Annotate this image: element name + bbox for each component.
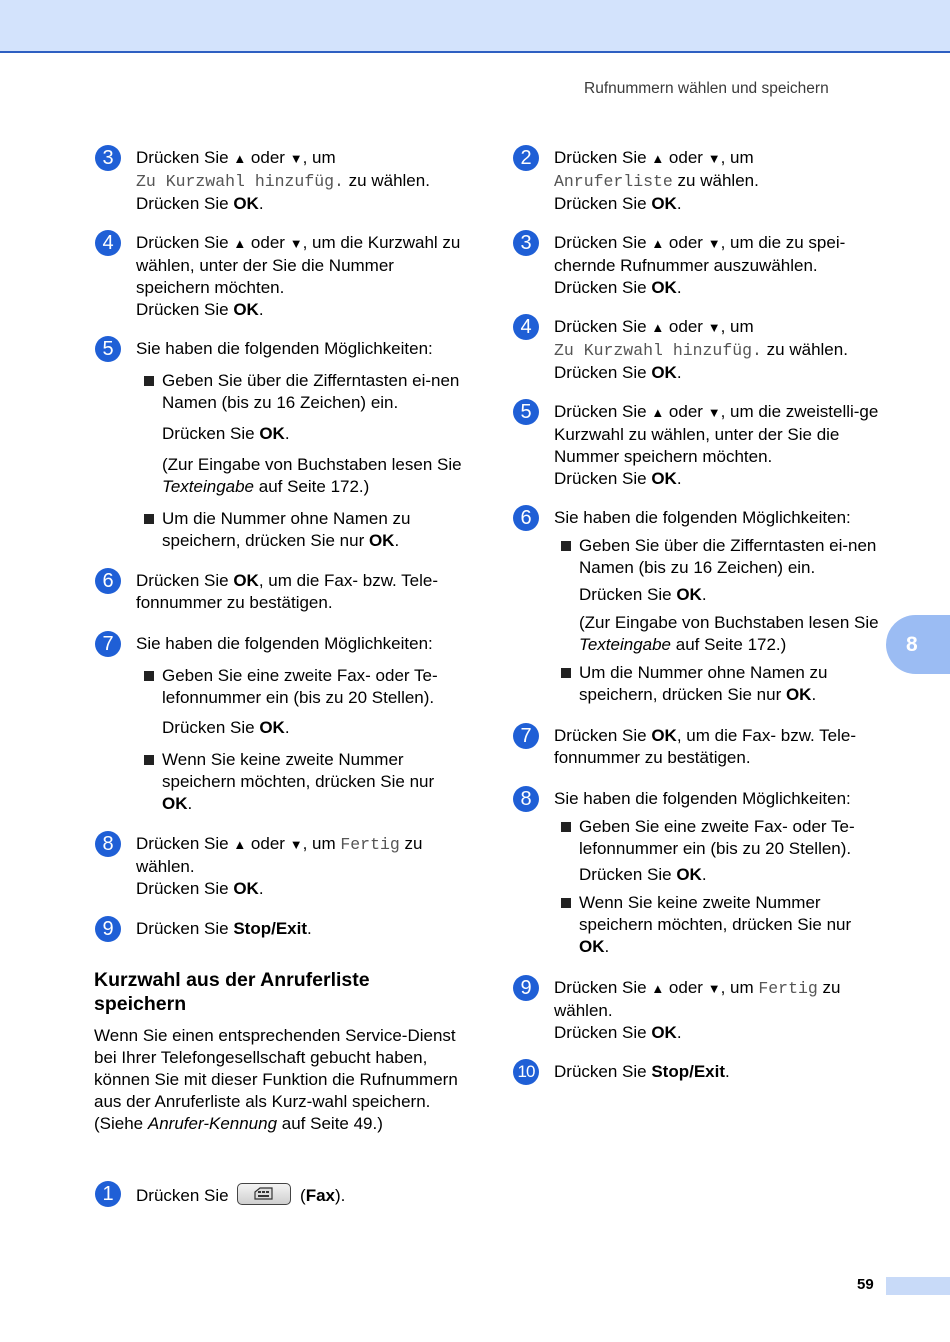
step-text: Drücken Sie OK, um die Fax- bzw. Tele-fonnummer zu bestätigen. bbox=[136, 571, 439, 612]
page-number: 59 bbox=[857, 1276, 874, 1293]
step-number: 4 bbox=[513, 314, 539, 340]
step-number: 9 bbox=[95, 916, 121, 942]
step-text: Sie haben die folgenden Möglichkeiten: bbox=[136, 339, 433, 358]
step-number: 4 bbox=[95, 230, 121, 256]
step-number: 8 bbox=[513, 786, 539, 812]
step-text: Drücken Sie ▲ oder ▼, um die zweistelli-ge Kurzwahl zu wählen, unter der Sie die Nummer speichern möchten. Drücken Sie OK. bbox=[554, 402, 879, 488]
step-text: Drücken Sie OK, um die Fax- bzw. Tele-fonnummer zu bestätigen. bbox=[554, 726, 857, 767]
lcd-text: Zu Kurzwahl hinzufüg. bbox=[136, 172, 344, 191]
bullet-square-icon bbox=[144, 376, 154, 386]
step-text: Sie haben die folgenden Möglichkeiten: bbox=[554, 789, 851, 808]
up-arrow-icon: ▲ bbox=[233, 837, 247, 852]
step-text: Drücken Sie ▲ oder ▼, um Anruferliste zu wählen. Drücken Sie OK. bbox=[554, 148, 759, 213]
bullet-item: Geben Sie über die Zifferntasten ei-nen Namen (bis zu 16 Zeichen) ein. bbox=[579, 535, 879, 579]
running-title: Rufnummern wählen und speichern bbox=[584, 80, 829, 97]
bullet-square-icon bbox=[561, 822, 571, 832]
bullet-note: (Zur Eingabe von Buchstaben lesen Sie Texteingabe auf Seite 172.) bbox=[162, 455, 462, 496]
footer-band bbox=[886, 1277, 950, 1295]
bullet-item: Geben Sie eine zweite Fax- oder Te-lefonnummer ein (bis zu 20 Stellen). bbox=[162, 665, 462, 709]
up-arrow-icon: ▲ bbox=[651, 981, 665, 996]
header-band bbox=[0, 0, 950, 53]
step-number: 10 bbox=[513, 1059, 539, 1085]
up-arrow-icon: ▲ bbox=[233, 151, 247, 166]
lcd-text: Fertig bbox=[758, 979, 818, 998]
step-number: 2 bbox=[513, 145, 539, 171]
section-paragraph: Wenn Sie einen entsprechenden Service-Dienst bei Ihrer Telefongesellschaft gebucht haben, können Sie mit dieser Funktion die Rufnummern aus der Anruferliste als Kurz-wahl speichern. (Siehe Anrufer-Kennung auf Seite 49.) bbox=[94, 1026, 458, 1133]
step-number: 5 bbox=[513, 399, 539, 425]
chapter-tab: 8 bbox=[886, 615, 950, 674]
step-number: 9 bbox=[513, 975, 539, 1001]
step-text: Drücken Sie ▲ oder ▼, um Zu Kurzwahl hinzufüg. zu wählen. Drücken Sie OK. bbox=[136, 148, 430, 213]
step-number: 3 bbox=[513, 230, 539, 256]
bullet-subtext: Drücken Sie OK. bbox=[579, 865, 707, 884]
bullet-square-icon bbox=[561, 668, 571, 678]
up-arrow-icon: ▲ bbox=[651, 236, 665, 251]
up-arrow-icon: ▲ bbox=[651, 151, 665, 166]
bullet-item: Wenn Sie keine zweite Nummer speichern möchten, drücken Sie nur OK. bbox=[579, 892, 879, 958]
step-number: 1 bbox=[95, 1181, 121, 1207]
down-arrow-icon: ▼ bbox=[289, 236, 303, 251]
step-number: 5 bbox=[95, 336, 121, 362]
step-number: 7 bbox=[513, 723, 539, 749]
section-heading: Kurzwahl aus der Anruferliste speichern bbox=[94, 969, 370, 1015]
bullet-square-icon bbox=[144, 755, 154, 765]
bullet-item: Wenn Sie keine zweite Nummer speichern möchten, drücken Sie nur OK. bbox=[162, 749, 462, 815]
bullet-subtext: Drücken Sie OK. bbox=[162, 424, 290, 443]
step-text: Drücken Sie ▲ oder ▼, um die Kurzwahl zu wählen, unter der Sie die Nummer speichern möchten. Drücken Sie OK. bbox=[136, 233, 461, 319]
down-arrow-icon: ▼ bbox=[707, 151, 721, 166]
bullet-square-icon bbox=[144, 514, 154, 524]
step-number: 6 bbox=[513, 505, 539, 531]
bullet-item: Geben Sie eine zweite Fax- oder Te-lefonnummer ein (bis zu 20 Stellen). bbox=[579, 816, 879, 860]
step-text: Drücken Sie Stop/Exit. bbox=[554, 1062, 730, 1081]
lcd-text: Fertig bbox=[340, 835, 400, 854]
step-text: Sie haben die folgenden Möglichkeiten: bbox=[554, 508, 851, 527]
step-text: Drücken Sie ▲ oder ▼, um die zu spei-chernde Rufnummer auszuwählen. Drücken Sie OK. bbox=[554, 233, 846, 297]
down-arrow-icon: ▼ bbox=[707, 981, 721, 996]
up-arrow-icon: ▲ bbox=[233, 236, 247, 251]
step-text: Drücken Sie ▲ oder ▼, um Fertig zu wählen. Drücken Sie OK. bbox=[554, 978, 841, 1042]
fax-icon bbox=[237, 1183, 291, 1205]
bullet-note: (Zur Eingabe von Buchstaben lesen Sie Texteingabe auf Seite 172.) bbox=[579, 613, 879, 654]
bullet-subtext: Drücken Sie OK. bbox=[579, 585, 707, 604]
lcd-text: Anruferliste bbox=[554, 172, 673, 191]
step-text: Drücken Sie (Fax). bbox=[136, 1183, 466, 1207]
bullet-subtext: Drücken Sie OK. bbox=[162, 718, 290, 737]
step-number: 7 bbox=[95, 631, 121, 657]
step-text: Drücken Sie ▲ oder ▼, um Zu Kurzwahl hinzufüg. zu wählen. Drücken Sie OK. bbox=[554, 317, 848, 382]
bullet-item: Um die Nummer ohne Namen zu speichern, drücken Sie nur OK. bbox=[579, 662, 859, 706]
down-arrow-icon: ▼ bbox=[289, 151, 303, 166]
step-number: 8 bbox=[95, 831, 121, 857]
step-number: 3 bbox=[95, 145, 121, 171]
step-text: Sie haben die folgenden Möglichkeiten: bbox=[136, 634, 433, 653]
bullet-item: Geben Sie über die Zifferntasten ei-nen Namen (bis zu 16 Zeichen) ein. bbox=[162, 370, 462, 414]
lcd-text: Zu Kurzwahl hinzufüg. bbox=[554, 341, 762, 360]
bullet-square-icon bbox=[561, 541, 571, 551]
up-arrow-icon: ▲ bbox=[651, 405, 665, 420]
step-text: Drücken Sie Stop/Exit. bbox=[136, 919, 312, 938]
step-number: 6 bbox=[95, 568, 121, 594]
step-text: Drücken Sie ▲ oder ▼, um Fertig zu wählen. Drücken Sie OK. bbox=[136, 834, 423, 898]
bullet-square-icon bbox=[561, 898, 571, 908]
bullet-item: Um die Nummer ohne Namen zu speichern, drücken Sie nur OK. bbox=[162, 508, 442, 552]
up-arrow-icon: ▲ bbox=[651, 320, 665, 335]
bullet-square-icon bbox=[144, 671, 154, 681]
down-arrow-icon: ▼ bbox=[707, 405, 721, 420]
down-arrow-icon: ▼ bbox=[707, 320, 721, 335]
down-arrow-icon: ▼ bbox=[289, 837, 303, 852]
ok-key: OK bbox=[233, 194, 259, 213]
down-arrow-icon: ▼ bbox=[707, 236, 721, 251]
ok-key: OK bbox=[233, 300, 259, 319]
